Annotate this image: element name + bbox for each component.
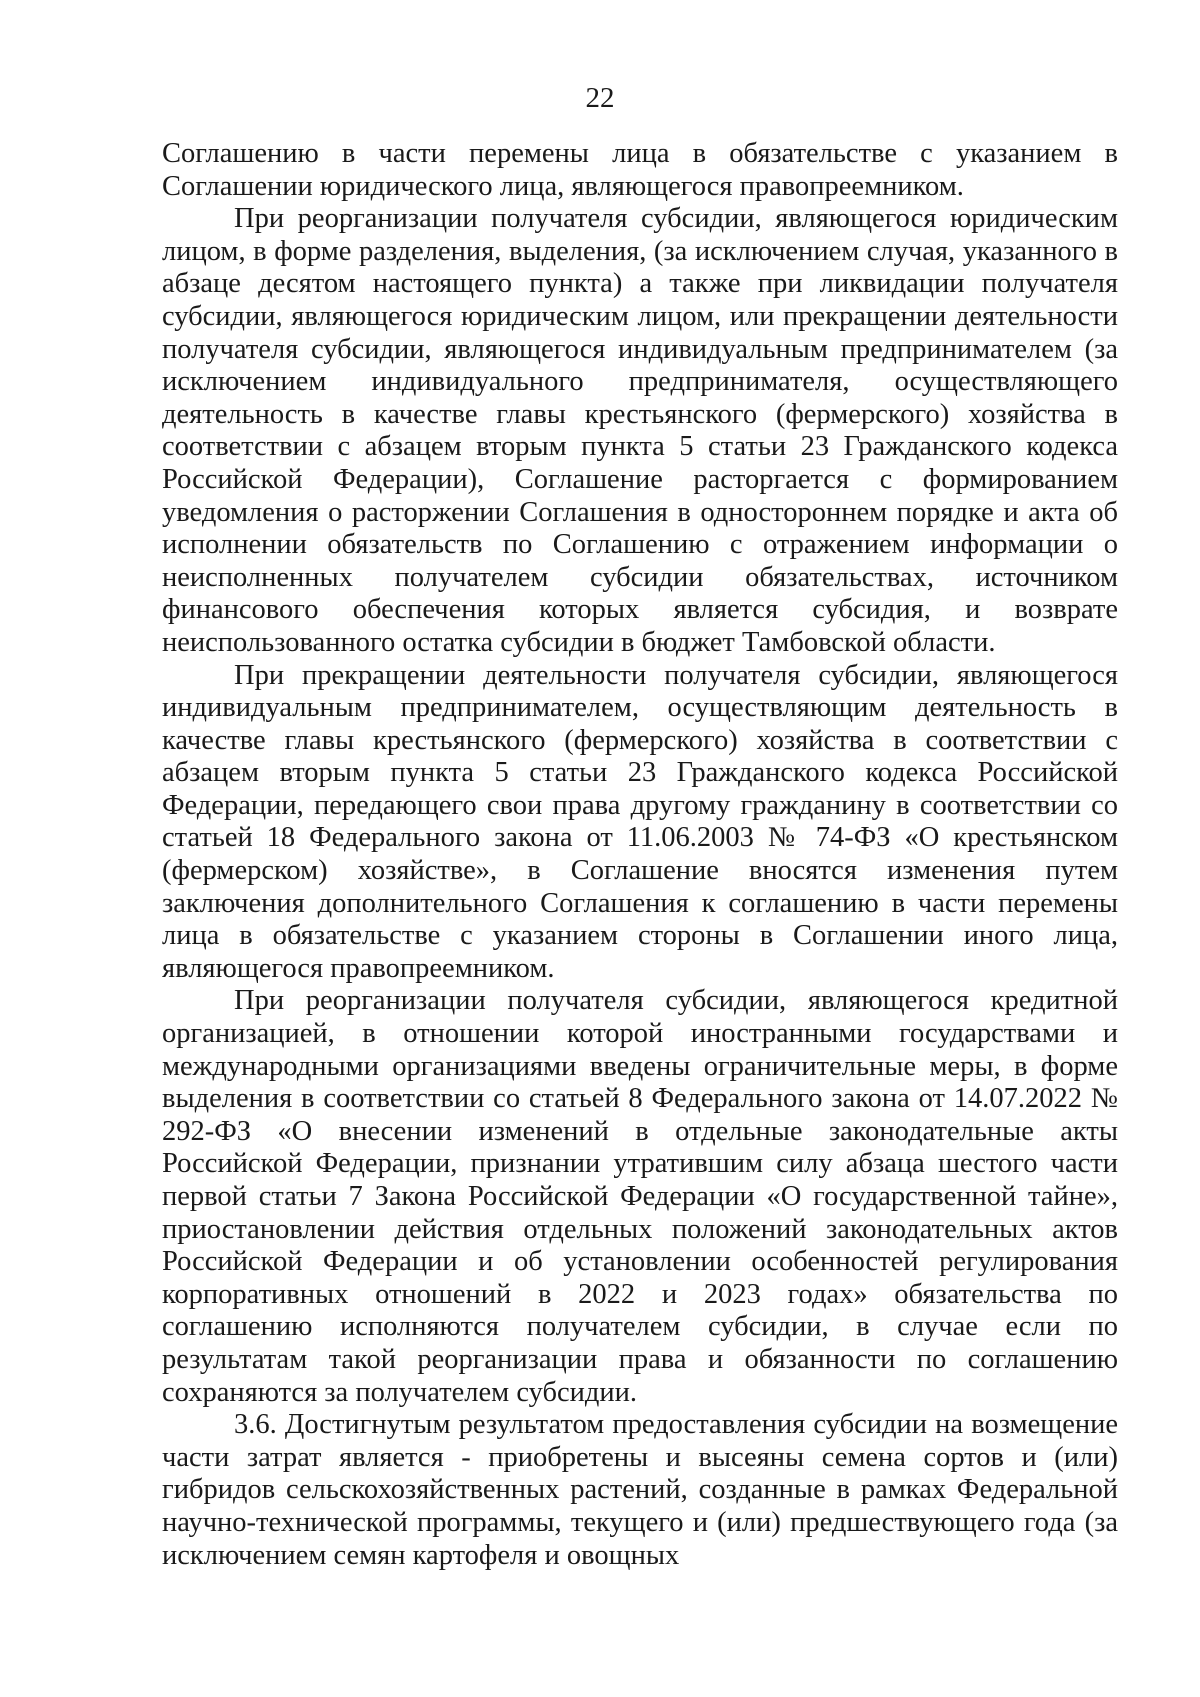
- paragraph-credit-organization-reorganization: При реорганизации получателя субсидии, являющегося кредитной организацией, в отношении которой иностранными государствами и международными организациями введены ограничительные меры, в форме выделения в соответствии со статьей 8 Федерального закона от 14.07.2022 № 292-ФЗ «О внесении изменений в отдельные законодательные акты Российской Федерации, признании утратившим силу абзаца шестого части первой статьи 7 Закона Российской Федерации «О государственной тайне», приостановлении действия отдельных положений законодательных актов Российской Федерации и об установлении особенностей регулирования корпоративных отношений в 2022 и 2023 годах» обязательства по соглашению исполняются получателем субсидии, в случае если по результатам такой реорганизации права и обязанности по соглашению сохраняются за получателем субсидии.: [162, 985, 1118, 1408]
- document-body: [162, 138, 1118, 1572]
- paragraph-continuation: Соглашению в части перемены лица в обязательстве с указанием в Соглашении юридического лица, являющегося правопреемником.: [162, 138, 1118, 202]
- paragraph-farm-head-termination: При прекращении деятельности получателя субсидии, являющегося индивидуальным предпринимателем, осуществляющим деятельность в качестве главы крестьянского (фермерского) хозяйства в соответствии с абзацем вторым пункта 5 статьи 23 Гражданского кодекса Российской Федерации, передающего свои права другому гражданину в соответствии со статьей 18 Федерального закона от 11.06.2003 № 74-ФЗ «О крестьянском (фермерском) хозяйстве», в Соглашение вносятся изменения путем заключения дополнительного Соглашения к соглашению в части перемены лица в обязательстве с указанием стороны в Соглашении иного лица, являющегося правопреемником.: [162, 659, 1118, 984]
- paragraph-clause-3-6: 3.6. Достигнутым результатом предоставления субсидии на возмещение части затрат является - приобретены и высеяны семена сортов и (или) гибридов сельскохозяйственных растений, созданные в рамках Федеральной научно-технической программы, текущего и (или) предшествующего года (за исключением семян картофеля и овощных: [162, 1409, 1118, 1571]
- page-number: 22: [585, 82, 615, 114]
- paragraph-reorganization-liquidation: При реорганизации получателя субсидии, являющегося юридическим лицом, в форме разделения, выделения, (за исключением случая, указанного в абзаце десятом настоящего пункта) а также при ликвидации получателя субсидии, являющегося юридическим лицом, или прекращении деятельности получателя субсидии, являющегося индивидуальным предпринимателем (за исключением индивидуального предпринимателя, осуществляющего деятельность в качестве главы крестьянского (фермерского) хозяйства в соответствии с абзацем вторым пункта 5 статьи 23 Гражданского кодекса Российской Федерации), Соглашение расторгается с формированием уведомления о расторжении Соглашения в одностороннем порядке и акта об исполнении обязательств по Соглашению с отражением информации о неисполненных получателем субсидии обязательствах, источником финансового обеспечения которых является субсидия, и возврате неиспользованного остатка субсидии в бюджет Тамбовской области.: [162, 203, 1118, 658]
